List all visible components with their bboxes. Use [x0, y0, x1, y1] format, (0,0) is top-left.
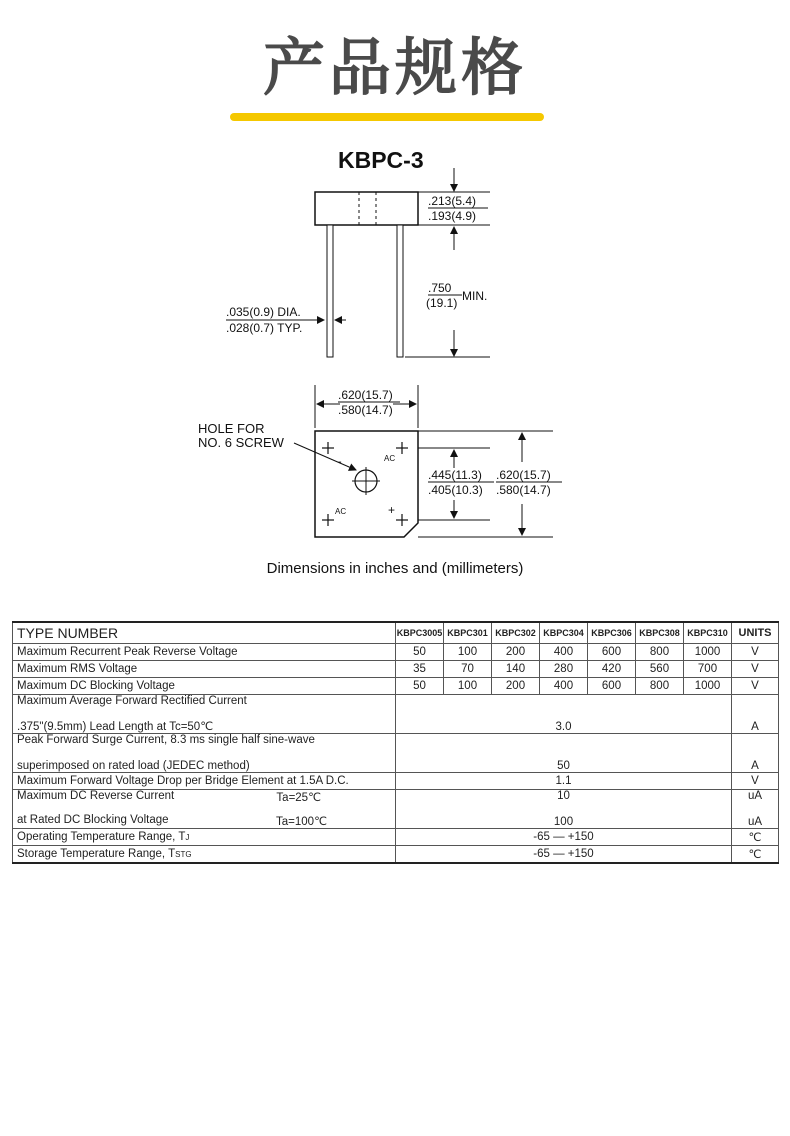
- ac-label-top: AC: [384, 454, 396, 463]
- spec-table: [12, 621, 779, 864]
- model-header: KBPC301: [444, 622, 492, 644]
- table-row: Maximum Average Forward Rectified Current .375"(9.5mm) Lead Length at Tc=50℃ 3.0 A: [13, 695, 779, 734]
- table-row: Maximum RMS Voltage 35 70 140 280 420 560 700 V: [13, 661, 779, 678]
- plus-label: +: [388, 503, 396, 517]
- dimension-drawing: [0, 160, 790, 560]
- width-min: .580(14.7): [338, 403, 393, 417]
- lead-dia-max: .035(0.9) DIA.: [226, 305, 301, 319]
- inner-min: .405(10.3): [428, 483, 483, 497]
- model-header: KBPC304: [540, 622, 588, 644]
- minus-label: -: [338, 456, 342, 468]
- body-height-max: .213(5.4): [428, 194, 477, 208]
- table-row: Maximum Recurrent Peak Reverse Voltage 50 100 200 400 600 800 1000 V: [13, 644, 779, 661]
- ac-label-bottom: AC: [335, 507, 347, 516]
- inner-max: .445(11.3): [428, 468, 482, 482]
- lead-left: [327, 225, 333, 357]
- model-header: KBPC3005: [396, 622, 444, 644]
- table-row: Storage Temperature Range, TSTG -65 — +150 ℃: [13, 846, 779, 864]
- header-units: UNITS: [732, 622, 779, 644]
- model-header: KBPC310: [684, 622, 732, 644]
- outer-max: .620(15.7): [496, 468, 551, 482]
- table-header: [13, 622, 779, 644]
- lead-length-mm: (19.1): [426, 296, 458, 310]
- dimensions-caption: Dimensions in inches and (millimeters): [266, 560, 524, 577]
- lead-length-suffix: MIN.: [462, 289, 488, 303]
- hole-note-2: NO. 6 SCREW: [198, 435, 284, 450]
- lead-right: [397, 225, 403, 357]
- table-row: Maximum Forward Voltage Drop per Bridge Element at 1.5A D.C. 1.1 V: [13, 773, 779, 790]
- package-name: KBPC-3: [338, 147, 424, 173]
- model-header: KBPC306: [588, 622, 636, 644]
- header-type-number: TYPE NUMBER: [13, 622, 396, 644]
- width-max: .620(15.7): [338, 388, 393, 402]
- hole-note-1: HOLE FOR: [198, 421, 265, 436]
- body-height-min: .193(4.9): [428, 209, 477, 223]
- table-row: Operating Temperature Range, TJ -65 — +150 ℃: [13, 829, 779, 846]
- lead-length-inch: .750: [428, 281, 452, 295]
- side-view-body: [315, 192, 418, 225]
- title-underline: [230, 113, 544, 121]
- table-row: Maximum DC Blocking Voltage 50 100 200 400 600 800 1000 V: [13, 678, 779, 695]
- model-header: KBPC302: [492, 622, 540, 644]
- outer-min: .580(14.7): [496, 483, 551, 497]
- table-row: Maximum DC Reverse Current Ta=25℃ at Rated DC Blocking Voltage Ta=100℃ 10 100 uA uA: [13, 790, 779, 829]
- table-row: Peak Forward Surge Current, 8.3 ms single half sine-wave superimposed on rated load (JEDEC method) 50 A: [13, 734, 779, 773]
- lead-dia-min: .028(0.7) TYP.: [226, 321, 303, 335]
- model-header: KBPC308: [636, 622, 684, 644]
- page-title: 产品规格: [262, 31, 527, 104]
